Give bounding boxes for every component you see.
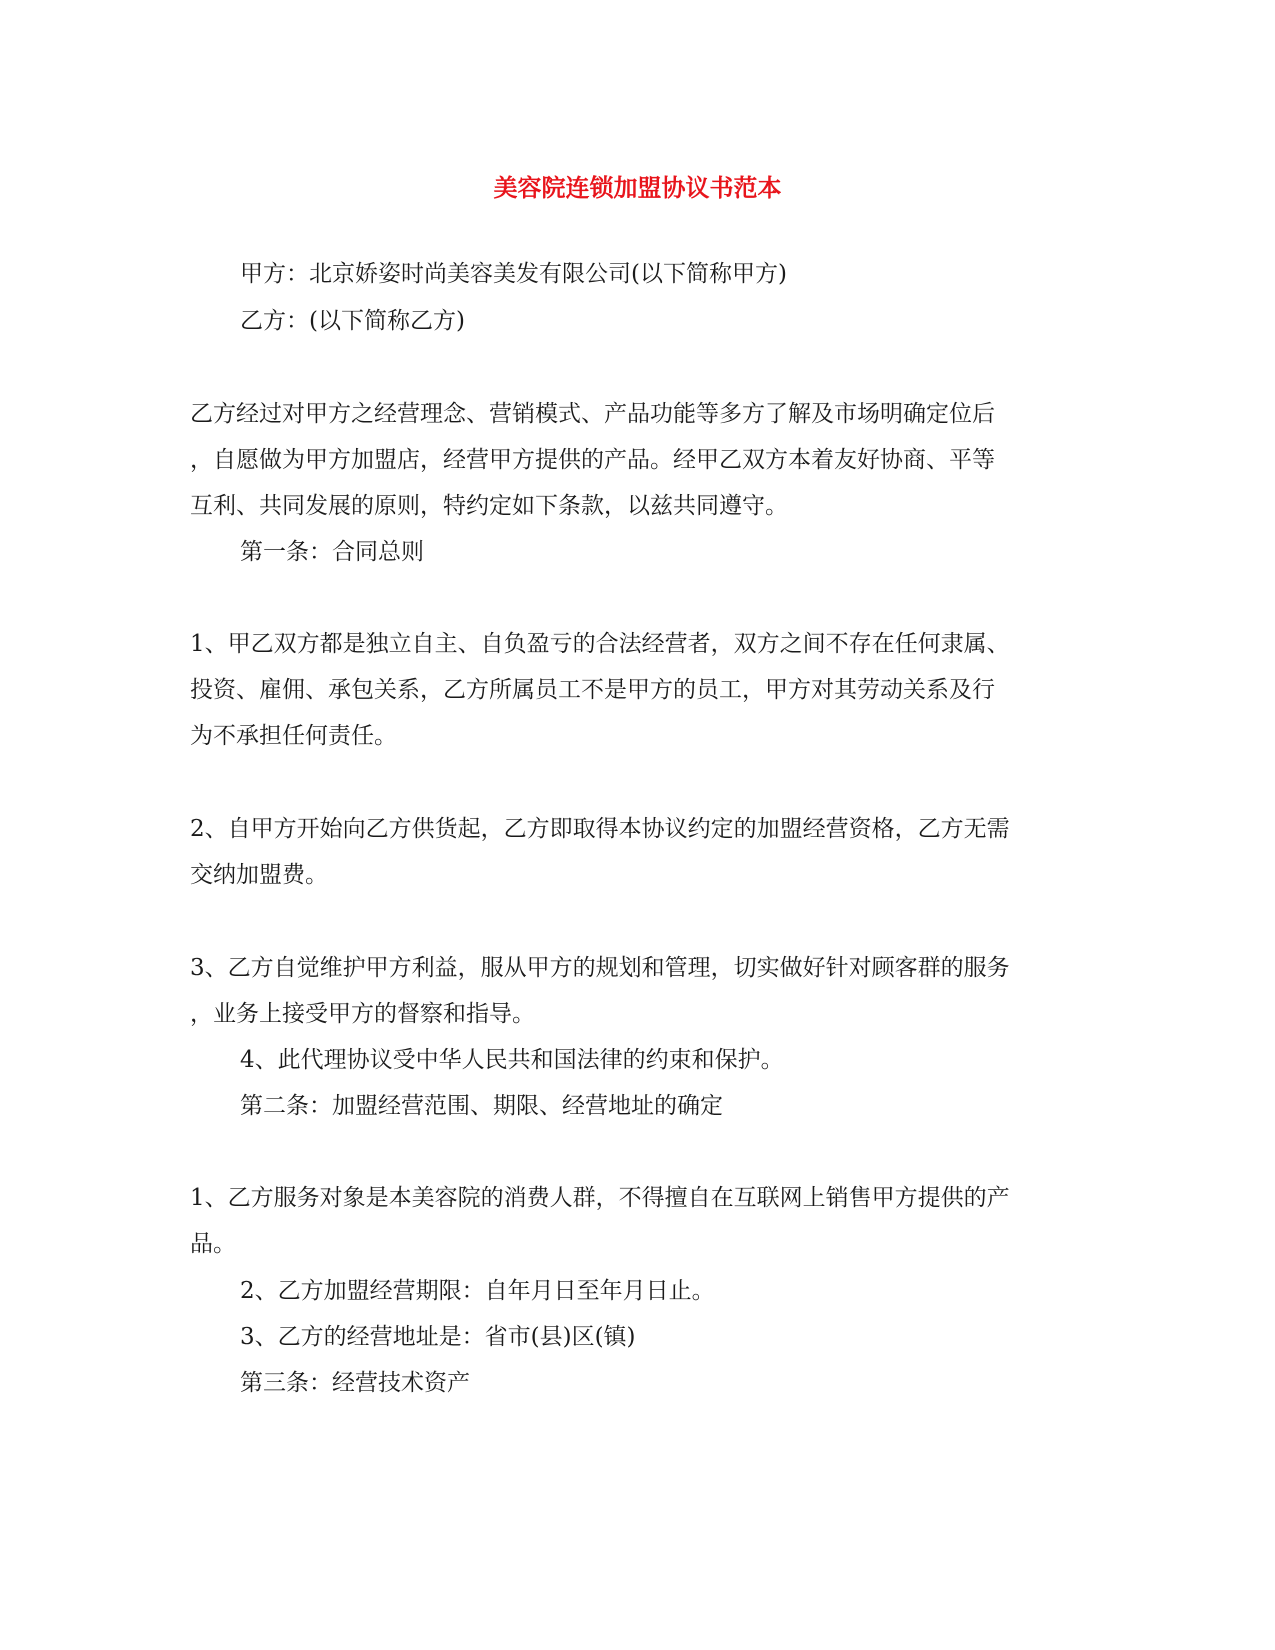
article-1-clause-4: 4、此代理协议受中华人民共和国法律的约束和保护。 [240, 1047, 784, 1073]
article-2-clause-3: 3、乙方的经营地址是：省市(县)区(镇) [240, 1324, 636, 1350]
preamble-line-3: 互利、共同发展的原则，特约定如下条款，以兹共同遵守。 [190, 493, 788, 519]
article-1-clause-3-line-1: 3、乙方自觉维护甲方利益，服从甲方的规划和管理，切实做好针对顾客群的服务 [190, 955, 1010, 981]
party-b-line: 乙方：(以下简称乙方) [240, 308, 465, 334]
article-3-heading: 第三条：经营技术资产 [240, 1370, 470, 1396]
article-2-clause-1-line-2: 品。 [190, 1231, 236, 1257]
preamble-line-1: 乙方经过对甲方之经营理念、营销模式、产品功能等多方了解及市场明确定位后 [190, 401, 995, 427]
article-1-clause-1-line-1: 1、甲乙双方都是独立自主、自负盈亏的合法经营者，双方之间不存在任何隶属、 [190, 631, 1010, 657]
article-1-clause-2-line-1: 2、自甲方开始向乙方供货起，乙方即取得本协议约定的加盟经营资格，乙方无需 [190, 816, 1010, 842]
article-1-clause-3-line-2: ，业务上接受甲方的督察和指导。 [190, 1001, 535, 1027]
article-1-clause-1-line-3: 为不承担任何责任。 [190, 723, 397, 749]
article-1-clause-2-line-2: 交纳加盟费。 [190, 862, 328, 888]
article-2-clause-1-line-1: 1、乙方服务对象是本美容院的消费人群，不得擅自在互联网上销售甲方提供的产 [190, 1185, 1010, 1211]
party-a-line: 甲方：北京娇姿时尚美容美发有限公司(以下简称甲方) [240, 261, 787, 287]
article-1-clause-1-line-2: 投资、雇佣、承包关系，乙方所属员工不是甲方的员工，甲方对其劳动关系及行 [190, 677, 995, 703]
preamble-line-2: ，自愿做为甲方加盟店，经营甲方提供的产品。经甲乙双方本着友好协商、平等 [190, 447, 995, 473]
article-2-heading: 第二条：加盟经营范围、期限、经营地址的确定 [240, 1093, 723, 1119]
article-1-heading: 第一条：合同总则 [240, 539, 424, 565]
article-2-clause-2: 2、乙方加盟经营期限：自年月日至年月日止。 [240, 1278, 715, 1304]
document-title: 美容院连锁加盟协议书范本 [493, 173, 782, 202]
